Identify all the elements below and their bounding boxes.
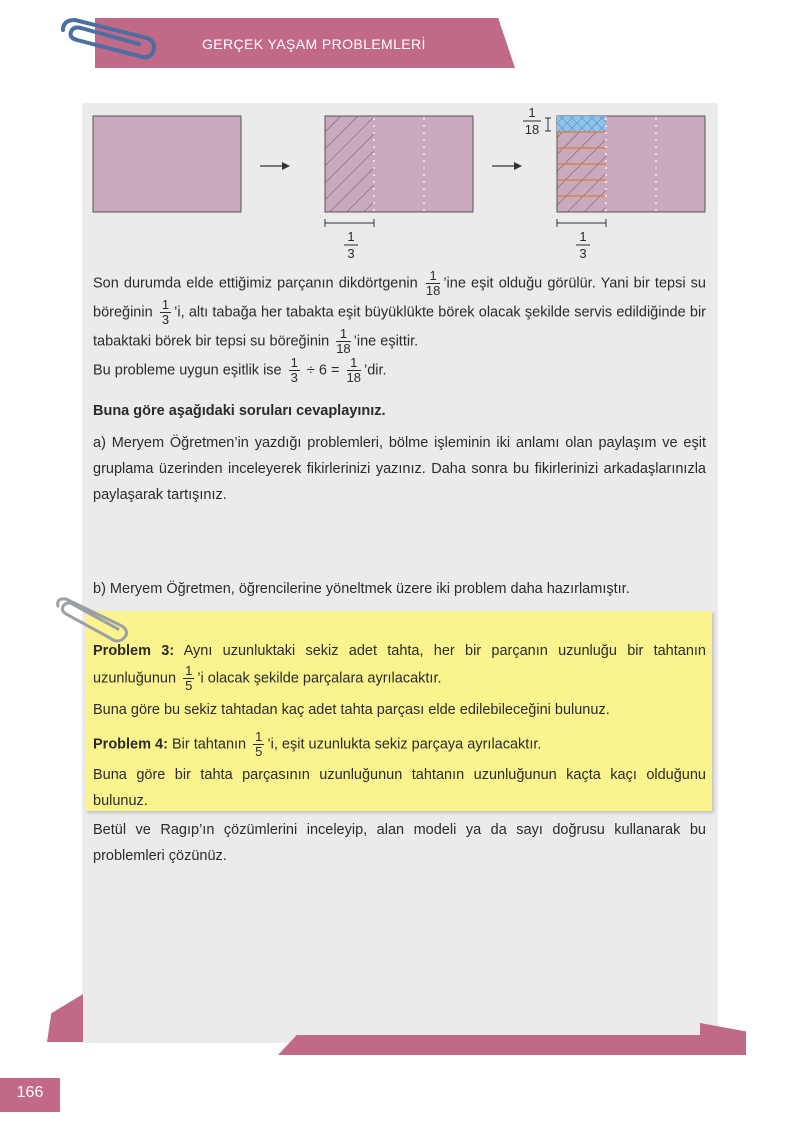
fraction-1-18-b: $\frac{1}{18}$	[336, 326, 351, 356]
question-b: b) Meryem Öğretmen, öğrencilerine yöneltmek üzere iki problem daha hazırlamıştır.	[93, 581, 630, 597]
paragraph-equation: Bu probleme uygun eşitlik ise $\frac{1}{3}$ ÷ 6 = $\frac{1}{18}$ ’dir.	[93, 355, 387, 385]
equation-fraction-1-18: $\frac{1}{18}$	[346, 355, 361, 385]
fraction-1-3: $\frac{1}{3}$	[161, 297, 170, 327]
closing-paragraph: Betül ve Ragıp’ın çözümlerini inceleyip, alan modeli ya da sayı doğrusu kullanarak bu problemleri çözünüz.	[93, 822, 706, 864]
bottom-band	[278, 1035, 746, 1055]
problem-4-question: Buna göre bir tahta parçasının uzunluğunun tahtanın uzunluğunun kaçta kaçı olduğunu bulunuz.	[93, 767, 706, 809]
paperclip-icon	[55, 16, 160, 66]
arrow-1-head	[282, 162, 290, 170]
arrow-2-head	[514, 162, 522, 170]
left-corner-decoration	[47, 994, 83, 1042]
fraction-1-18: $\frac{1}{18}$	[425, 268, 441, 298]
question-a: a) Meryem Öğretmen’in yazdığı problemleri, bölme işleminin iki anlamı olan paylaşım ve eşit gruplama üzerinden inceleyerek fikirlerinizi yazınız. Daha sonra bu fikirlerinizi arkadaşlarınızla paylaşarak tartışınız.	[93, 435, 706, 503]
section-heading: Buna göre aşağıdaki soruları cevaplayınız.	[93, 403, 386, 419]
area-model-figure	[82, 103, 718, 263]
right-corner-decoration	[700, 1023, 746, 1037]
problem-4: Problem 4: Bir tahtanın $\frac{1}{5}$ ’i, eşit uzunlukta sekiz parçaya ayrılacaktır.	[93, 729, 542, 759]
whole-rectangle	[93, 116, 241, 212]
problem-4-fraction: $\frac{1}{5}$	[255, 729, 263, 759]
label-third-2-den: 3	[579, 246, 587, 261]
problem-3: Problem 3: Aynı uzunluktaki sekiz adet tahta, her bir parçanın uzunluğu bir tahtanın uzunluğunun $\frac{1}{5}$ ’i olacak şekilde parçalara ayrılacaktır.	[93, 643, 706, 693]
hatched-third	[325, 116, 374, 212]
label-eighteenth-den: 18	[524, 122, 540, 137]
equation-fraction-1-3: $\frac{1}{3}$	[290, 355, 298, 385]
page-number: 166	[16, 1084, 44, 1101]
problem-3-question: Buna göre bu sekiz tahtadan kaç adet tahta parçası elde edilebileceğini bulunuz.	[93, 702, 610, 718]
label-eighteenth-num: 1	[528, 105, 536, 120]
label-third-1-den: 3	[347, 246, 355, 261]
paragraph-explanation: Son durumda elde ettiğimiz parçanın dikdörtgenin $\frac{1}{18}$ ’ine eşit olduğu görülür. Yani bir tepsi su böreğinin $\frac{1}{3}$ ’i, altı tabağa her tabakta eşit büyüklükte börek olacak şekilde servis edildiğinde bir tabaktaki börek bir tepsi su böreğinin $\frac{1}{18}$ ’ine eşittir.	[93, 268, 707, 356]
eighteenth-piece-grid	[557, 116, 606, 132]
page-title: GERÇEK YAŞAM PROBLEMLERİ	[202, 36, 426, 52]
problem-3-fraction: $\frac{1}{5}$	[185, 663, 193, 693]
label-third-2-num: 1	[579, 229, 587, 244]
label-third-1-num: 1	[347, 229, 355, 244]
